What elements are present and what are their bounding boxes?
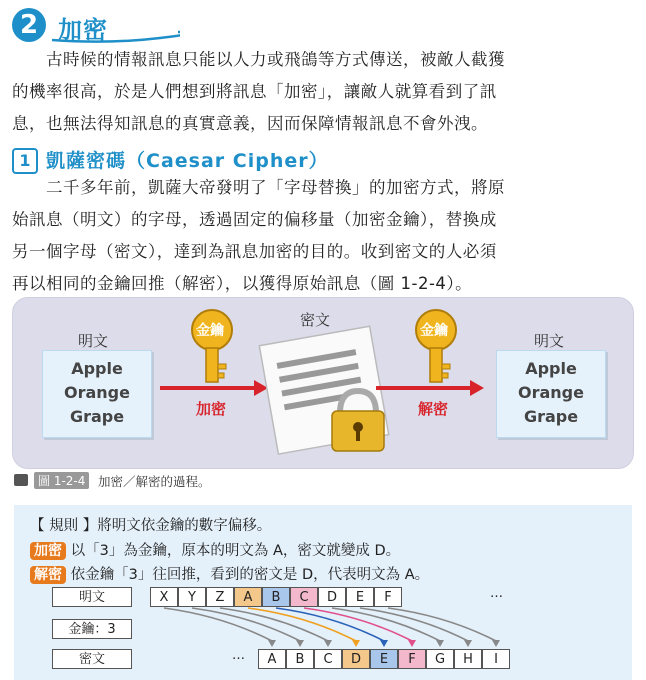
plaintext-letter-cell: Z [206,587,234,607]
mapping-arrow-head [408,640,416,647]
ciphertext-letter-cell: G [426,649,454,669]
plaintext-label-left: 明文 [78,332,109,350]
ciphertext-letter-cell: D [342,649,370,669]
paragraph-line: 另一個字母（密文），達到為訊息加密的目的。收到密文的人必須 [12,242,497,261]
encrypt-label: 加密 [196,400,227,418]
mapping-arrow-head [436,640,444,647]
plaintext-letter-cell: B [262,587,290,607]
mapping-arrow-head [268,640,276,647]
plaintext-letter-cell: X [150,587,178,607]
row-label-key: 金鑰：3 [52,619,132,639]
ciphertext-letter-cell: A [258,649,286,669]
plaintext-letter-cell: D [318,587,346,607]
plaintext-label-right: 明文 [534,332,565,350]
word-grape: Grape [69,407,125,426]
word-grape: Grape [523,407,579,426]
ciphertext-letter-cell: H [454,649,482,669]
row-label-ciphertext: 密文 [52,649,132,669]
ciphertext-letter-cell: B [286,649,314,669]
decrypt-rule-text: 依金鑰「3」往回推，看到的密文是 D，代表明文為 A。 [70,567,430,583]
paragraph-line: 古時候的情報訊息只能以人力或飛鴿等方式傳送，被敵人截獲 [12,50,505,69]
mapping-arrow-head [352,640,360,647]
paragraph-line: 二千多年前，凱薩大帝發明了「字母替換」的加密方式，將原 [12,178,505,197]
plaintext-ellipsis: … [490,586,503,601]
ciphertext-label: 密文 [300,311,331,329]
key-label-left: 金鑰 [196,323,224,339]
ciphertext-letter-cell: I [482,649,510,669]
plaintext-letter-cell: C [290,587,318,607]
decrypt-label: 解密 [418,400,449,418]
mapping-arrow-head [492,640,500,647]
subsection-title: 凱薩密碼（Caesar Cipher） [46,150,329,172]
mapping-arrow-head [324,640,332,647]
encrypt-rule-text: 以「3」為金鑰，原本的明文為 A，密文就變成 D。 [70,543,401,559]
word-apple: Apple [525,359,577,378]
ciphertext-ellipsis: … [232,648,245,663]
ciphertext-letter-cell: E [370,649,398,669]
ciphertext-letter-cell: F [398,649,426,669]
word-orange: Orange [518,383,584,402]
paragraph-line: 的機率很高，於是人們想到將訊息「加密」，讓敵人就算看到了訊 [12,82,497,101]
paragraph-line: 始訊息（明文）的字母，透過固定的偏移量（加密金鑰），替換成 [12,210,497,229]
mapping-arrow-head [296,640,304,647]
plaintext-letter-cell: E [346,587,374,607]
word-orange: Orange [64,383,130,402]
key-label-right: 金鑰 [420,323,448,339]
subsection-number-box: 1 [12,148,38,174]
mapping-arrow-head [380,640,388,647]
mapping-arrow [388,608,496,641]
section-title: 加密 [58,16,108,44]
plaintext-letter-cell: F [374,587,402,607]
encrypt-badge: 加密 [30,542,66,560]
figure-caption: 加密／解密的過程。 [98,474,211,489]
paragraph-line: 再以相同的金鑰回推（解密），以獲得原始訊息（圖 1-2-4）。 [12,274,473,293]
plaintext-letter-cell: Y [178,587,206,607]
row-label-plaintext: 明文 [52,587,132,607]
figure-number: 圖 1-2-4 [34,472,89,489]
plaintext-letter-cell: A [234,587,262,607]
section-number-badge: 2 [12,8,46,42]
decrypt-badge: 解密 [30,566,66,584]
mapping-arrow-head [464,640,472,647]
rule-text: 【 規則 】將明文依金鑰的數字偏移。 [30,518,272,534]
ciphertext-letter-cell: C [314,649,342,669]
word-apple: Apple [71,359,123,378]
paragraph-line: 息，也無法得知訊息的真實意義，因而保障情報訊息不會外洩。 [12,114,488,133]
